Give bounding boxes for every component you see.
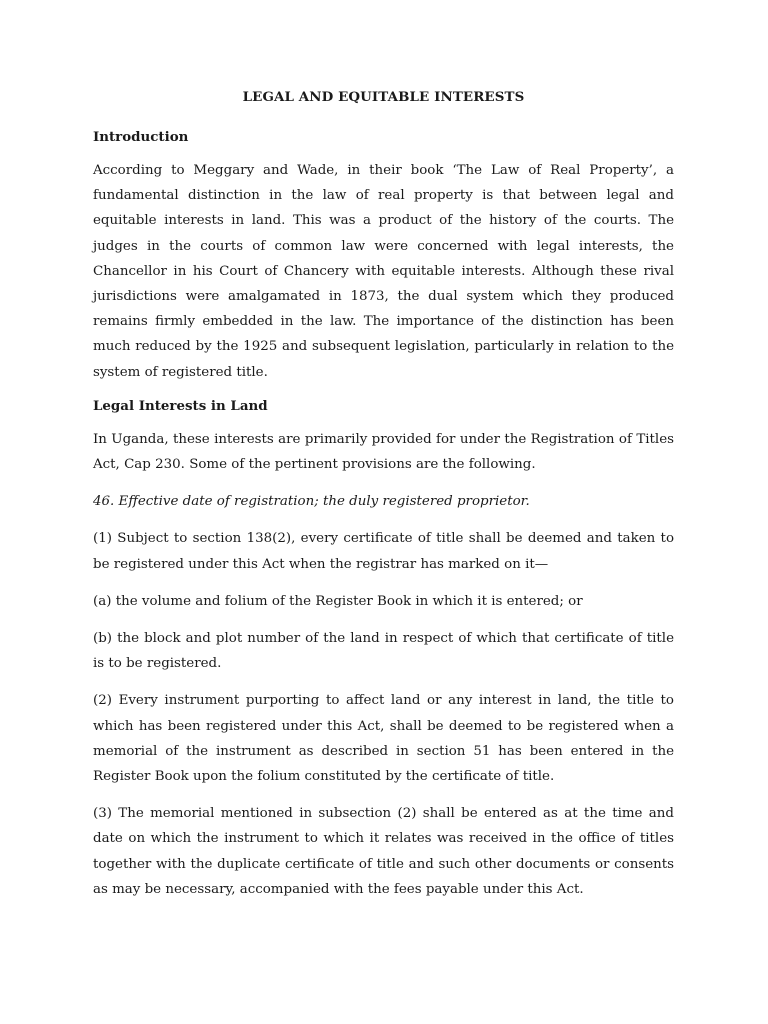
section-46-title: 46. Effective date of registration; the duly registered proprietor. bbox=[93, 494, 530, 510]
subsection-3: (3) The memorial mentioned in subsection (2) shall be entered as at the time and date on which the instrument to which it relates was received in the office of titles together with the duplicate certificate of title and such other documents or consents as may be necessary, accompanied with the fees payable under this Act. bbox=[93, 806, 674, 897]
subsection-2: (2) Every instrument purporting to affect land or any interest in land, the title to which has been registered under this Act, shall be deemed to be registered when a memorial of the instrument as described in section 51 has been entered in the Register Book upon the folium constituted by the certificate of title. bbox=[93, 693, 674, 785]
document-page bbox=[93, 88, 674, 914]
subsection-1b: (b) the block and plot number of the land in respect of which that certificate of title is to be registered. bbox=[93, 631, 674, 672]
subsection-1: (1) Subject to section 138(2), every certificate of title shall be deemed and taken to be registered under this Act when the registrar has marked on it— bbox=[93, 531, 674, 572]
paragraph-legal-interests-intro: In Uganda, these interests are primarily provided for under the Registration of Titles Act, Cap 230. Some of the pertinent provisions are the following. bbox=[93, 431, 674, 473]
paragraph-introduction: According to Meggary and Wade, in their book ‘The Law of Real Property’, a fundamental distinction in the law of real property is that between legal and equitable interests in land. This was a product of the history of the courts. The judges in the courts of common law were concerned with legal interests, the Chancellor in his Court of Chancery with equitable interests. Although these rival jurisdictions were amalgamated in 1873, the dual system which they produced remains firmly embedded in the law. The importance of the distinction has been much reduced by the 1925 and subsequent legislation, particularly in relation to the system of registered title. bbox=[93, 163, 674, 380]
document-title: LEGAL AND EQUITABLE INTERESTS bbox=[242, 89, 525, 105]
heading-legal-interests: Legal Interests in Land bbox=[93, 397, 268, 414]
subsection-1a: (a) the volume and folium of the Register Book in which it is entered; or bbox=[93, 593, 583, 609]
heading-introduction: Introduction bbox=[93, 129, 189, 145]
